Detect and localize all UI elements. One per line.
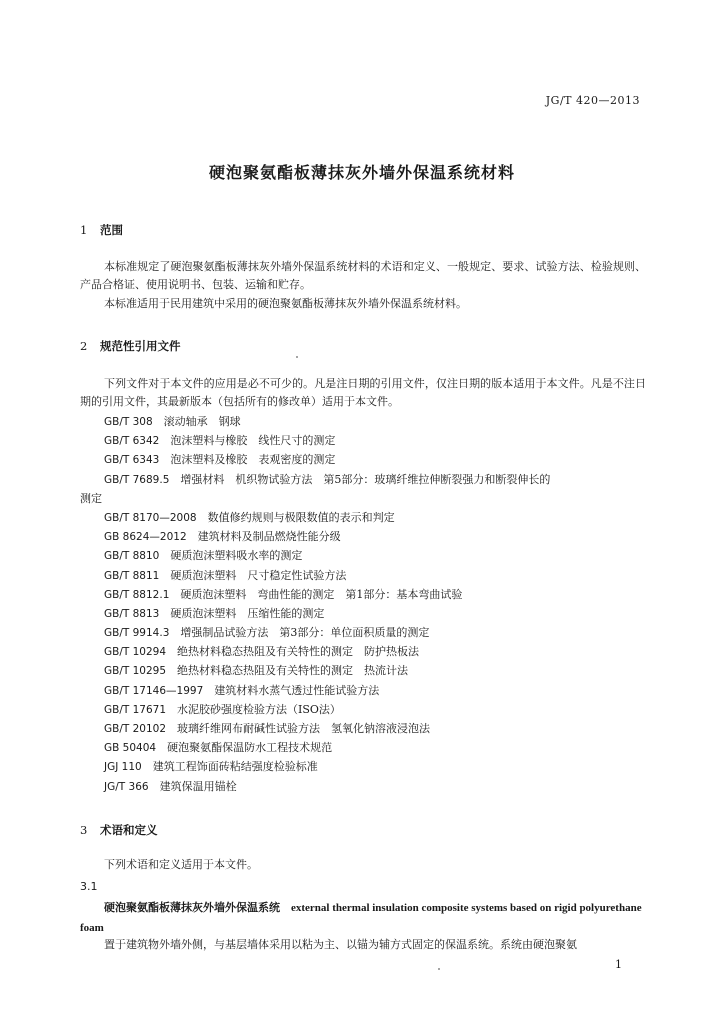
reference-list	[104, 412, 649, 796]
scope-paragraph-1	[80, 258, 646, 293]
scope-text-2: 本标准适用于民用建筑中采用的硬泡聚氨酯板薄抹灰外墙外保温系统材料。	[104, 297, 467, 310]
ref-title: 泡沫塑料与橡胶 线性尺寸的测定	[170, 434, 336, 448]
section-2-heading	[80, 338, 181, 354]
section-number: 2	[80, 339, 88, 353]
section-3-heading	[80, 822, 158, 838]
ref-code: GB/T 10295	[104, 665, 167, 678]
term-number: 3.1	[80, 880, 98, 893]
ref-code: GB/T 9914.3	[104, 627, 170, 640]
ref-title: 硬质泡沫塑料 弯曲性能的测定 第1部分：基本弯曲试验	[180, 587, 463, 601]
reference-item	[104, 623, 649, 642]
ref-code: GB/T 7689.5	[104, 473, 170, 486]
ref-title: 建筑保温用锚栓	[159, 779, 237, 793]
reference-item	[104, 604, 649, 623]
normative-intro	[80, 375, 646, 410]
scope-paragraph-2	[80, 295, 646, 313]
scope-text-1: 本标准规定了硬泡聚氨酯板薄抹灰外墙外保温系统材料的术语和定义、一般规定、要求、试验方法、检验规则、产品合格证、使用说明书、包装、运输和贮存。	[80, 260, 646, 291]
ref-code: JGJ 110	[104, 761, 142, 774]
term-entry	[80, 898, 646, 938]
ref-code: GB/T 308	[104, 416, 153, 428]
reference-item	[104, 700, 649, 719]
reference-item	[104, 431, 649, 450]
reference-item	[104, 508, 649, 527]
reference-item	[104, 527, 649, 546]
reference-item	[104, 546, 649, 565]
ref-code: GB/T 6343	[104, 454, 160, 467]
reference-item	[104, 412, 649, 431]
reference-item	[104, 450, 649, 469]
reference-item	[104, 738, 649, 757]
ref-code: GB/T 17671	[104, 703, 167, 716]
standard-code: JG/T 420—2013	[545, 94, 640, 107]
page-number: 1	[615, 958, 622, 971]
ref-title: 玻璃纤维网布耐碱性试验方法 氢氧化钠溶液浸泡法	[177, 722, 431, 735]
ref-code: GB/T 8170—2008	[104, 511, 197, 524]
ref-title: 硬质泡沫塑料吸水率的测定	[170, 549, 303, 563]
ref-code: GB 50404	[104, 742, 157, 755]
ref-code: GB/T 8813	[104, 607, 160, 620]
reference-item	[104, 585, 649, 604]
normative-intro-text: 下列文件对于本文件的应用是必不可少的。凡是注日期的引用文件，仅注日期的版本适用于本文件。凡是不注日期的引用文件，其最新版本（包括所有的修改单）适用于本文件。	[80, 377, 646, 408]
term-english: external thermal insulation composite systems based on rigid polyurethane foam	[80, 902, 642, 934]
ref-title: 建筑材料及制品燃烧性能分级	[197, 530, 341, 544]
term-definition	[80, 936, 650, 953]
ref-code: GB/T 8812.1	[104, 588, 170, 601]
reference-item	[104, 566, 649, 585]
section-number: 3	[80, 823, 88, 837]
reference-item	[104, 661, 649, 680]
ref-code: JG/T 366	[104, 780, 149, 793]
reference-item	[104, 777, 649, 796]
ref-code: GB/T 8810	[104, 550, 160, 563]
ref-code: GB/T 17146—1997	[104, 684, 204, 697]
reference-item	[104, 642, 649, 661]
ref-code: GB/T 10294	[104, 646, 167, 659]
term-chinese: 硬泡聚氨酯板薄抹灰外墙外保温系统	[104, 901, 280, 914]
terms-intro-text: 下列术语和定义适用于本文件。	[104, 858, 258, 871]
reference-wrap-text: 测定	[80, 492, 102, 505]
scan-speck	[438, 968, 440, 970]
section-number: 1	[80, 223, 88, 237]
section-title: 范围	[100, 223, 123, 237]
ref-code: GB/T 8811	[104, 569, 160, 582]
term-definition-text: 置于建筑物外墙外侧，与基层墙体采用以粘为主、以锚为辅方式固定的保温系统。系统由硬泡聚氨	[104, 938, 577, 951]
reference-item	[104, 757, 649, 776]
ref-title: 增强制品试验方法 第3部分：单位面积质量的测定	[180, 626, 430, 640]
ref-title: 硬泡聚氨酯保温防水工程技术规范	[167, 741, 333, 755]
ref-title: 硬质泡沫塑料 压缩性能的测定	[170, 606, 325, 620]
ref-title: 数值修约规则与极限数值的表示和判定	[207, 510, 395, 524]
ref-title: 建筑工程饰面砖粘结强度检验标准	[152, 760, 318, 774]
ref-title: 增强材料 机织物试验方法 第5部分：玻璃纤维拉伸断裂强力和断裂伸长的	[180, 472, 551, 486]
reference-wrap-spacer	[104, 489, 649, 508]
document-title: 硬泡聚氨酯板薄抹灰外墙外保温系统材料	[208, 163, 515, 182]
terms-intro	[80, 856, 646, 874]
reference-item	[104, 681, 649, 700]
ref-title: 硬质泡沫塑料 尺寸稳定性试验方法	[170, 568, 347, 582]
ref-title: 绝热材料稳态热阻及有关特性的测定 热流计法	[177, 664, 409, 678]
ref-title: 滚动轴承 钢球	[163, 415, 241, 428]
section-title: 术语和定义	[100, 823, 158, 837]
section-title: 规范性引用文件	[100, 339, 181, 353]
ref-code: GB/T 20102	[104, 723, 167, 735]
ref-title: 建筑材料水蒸气透过性能试验方法	[214, 683, 380, 697]
section-1-heading	[80, 222, 123, 238]
ref-code: GB 8624—2012	[104, 531, 187, 544]
ref-title: 绝热材料稳态热阻及有关特性的测定 防护热板法	[177, 645, 420, 659]
reference-item	[104, 719, 649, 738]
scan-speck	[296, 356, 298, 358]
ref-code: GB/T 6342	[104, 435, 160, 448]
ref-title: 水泥胶砂强度检验方法（ISO法）	[177, 702, 341, 716]
ref-title: 泡沫塑料及橡胶 表观密度的测定	[170, 453, 336, 467]
reference-item	[104, 470, 649, 489]
